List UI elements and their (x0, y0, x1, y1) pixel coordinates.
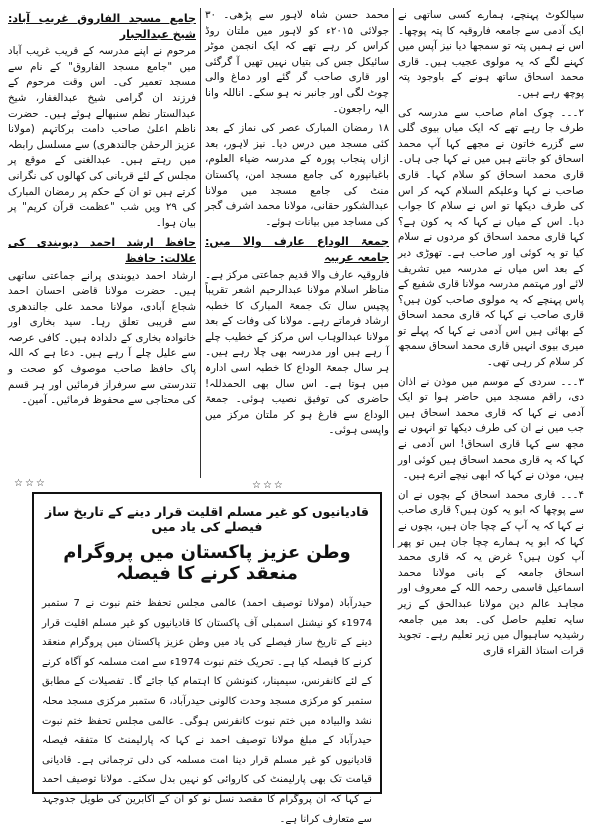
section-separator-stars: ☆☆☆ (252, 480, 285, 491)
column-divider (393, 8, 394, 548)
news-box-body: حیدرآباد (مولانا توصیف احمد) عالمی مجلس تحفظ ختم نبوت نے 7 ستمبر 1974ء کو نیشنل اسمبلی آف پاکستان کا قادیانیوں کو غیر مسلم اقلیت قرار دینے کے تاریخ ساز فیصلے کی یاد میں وطن عزیز پاکستان میں پروگرام منعقد کرنے کا فیصلہ کیا ہے۔ تحریک ختم نبوت 1974ء سے امت مسلمہ کو آگاہ کرنے کے لئے کانفرنس، سیمینار، کنونشن کا اہتمام کیا جائے گا۔ تفصیلات کے مطابق ستمبر کو مرکزی مسجد وحدت کالونی حیدرآباد، 6 ستمبر مرکزی مسجد محلہ نشد والبیادہ میں ختم نبوت کانفرنس ہوگی۔ عالمی مجلس تحفظ ختم نبوت حیدرآباد کے مبلغ مولانا توصیف احمد نے کہا کہ پارلیمنٹ کا متفقہ فیصلہ قادیانیوں کو غیر مسلم قرار دینا امت مسلمہ کی دلی ترجمانی ہے۔ قادیانی قیامت تک بھی پارلیمنٹ کی کاروائی کو نہیں بدل سکتے۔ مولانا توصیف احمد نے کہا کہ ان پروگرام کا مقصد نسل نو کو ان کے اکابرین کی طویل جدوجہد سے متعارف کرانا ہے۔ (42, 598, 373, 825)
paragraph: سیالکوٹ پہنچے، ہمارے کسی ساتھی نے ایک آدمی سے جامعہ فاروقیہ کا پتہ پوچھا۔ اس نے ہمیں پتہ تو سمجھا دیا نیز آپس میں کہنے لگے کہ یہ مولوی عجیب ہیں۔ قاری محمد اسحاق ساتھ ہونے کے باوجود پتہ پوچھ رہے ہیں۔ (398, 9, 584, 99)
paragraph: محمد حسن شاہ لاہور سے پڑھی۔ ۳۰ جولائی ۲۰۱۵ء کو لاہور میں ملتان روڈ کراس کر رہے تھے کہ ایک انجمن موٹر سائیکل جس کی بتیاں نہیں تھیں آ گرگئی اور قاری صاحب گر گئے اور دماغ والی چوٹ لگی اور جانبر نہ ہو سکے۔ اناللہ وانا الیہ راجعون۔ (205, 9, 389, 115)
article-column-right (398, 8, 584, 657)
paragraph: فاروقیہ عارف والا قدیم جماعتی مرکز ہے۔ مناظر اسلام مولانا عبدالرحیم اشعر تقریباً پچیس سال تک جمعۃ المبارک کا خطبہ ارشاد فرماتے رہے۔ مولانا کی وفات کے بعد مولانا عبدالوہاب اس مرکز کے خطیب چلے آ رہے ہیں اور مدرسہ بھی چلا رہے ہیں۔ ہر سال جمعۃ الوداع کا خطبہ اسی ادارہ میں ہوتا ہے۔ اس سال بھی الحمدللہ! حاضری کی توفیق نصیب ہوئی۔ جمعۃ الوداع سے فارغ ہو کر ملتان مرکز میں واپسی ہوئی۔ (205, 268, 389, 437)
paragraph: ۱۸ رمضان المبارک عصر کی نماز کے بعد کئی مسجد میں درس دیا۔ نیز لاہور، بعد ازاں پنجاب پورہ کے مدرسہ ضیاء العلوم، باغبانپورہ کی جامع مسجد امن، پاکستان منٹ کی جامع مسجد میں مولانا عبدالشکور حقانی، مولانا محمد اشرف گجر کی مساجد میں بیانات ہوئے۔ (205, 122, 389, 228)
section-separator-stars: ☆☆☆ (14, 478, 47, 489)
article-column-left (8, 8, 196, 478)
paragraph: ۲۔۔۔ چوک امام صاحب سے مدرسہ کی طرف جا رہے تھے کہ ایک میاں بیوی گلی سے گزرے خاتون نے مجھے کہا آپ محمد اسحاق کو جانتے ہیں میں نے کہا جی ہاں۔ قاری محمد اسحاق کو سلام کہا۔ قاری صاحب نے کہا وعلیکم السلام کہہ کر اس کی طرف دیکھا تو اس نے سلام کا جواب دیا۔ اس کے میاں نے کہا کہ یہ کون ہے؟ کہا قاری محمد اسحاق کو مردوں نے سلام کیا تو یہ کوئی اور صاحب ہے۔ تھوڑی دیر کے بعد اس میاں نے مدرسہ میں تشریف لائے اور مہتمم مدرسہ مولانا قاری شفیع کے پاس پہنچے کہ یہ مولوی صاحب کون ہیں؟ قاری صاحب نے کہا کہ قاری محمد اسحاق کے بھائی ہیں اس آدمی نے کہا کہ پہلے تو میری بیوی انہیں قاری محمد اسحاق سمجھ کر سلام کر رہی تھی۔ (398, 106, 584, 369)
news-box-headline: وطن عزیز پاکستان میں پروگرام منعقد کرنے کا فیصلہ (63, 542, 351, 584)
paragraph: مرحوم نے اپنے مدرسہ کے قریب غریب آباد میں "جامع مسجد الفاروق" کے نام سے مسجد تعمیر کی۔ اس وقت مرحوم کے فرزند ان گرامی شیخ عبدالغفار، شیخ عبدالستار نظم سنبھالے ہوئے ہیں۔ حضرت ناظم اعلیٰ صاحب دامت برکاتہم (مولانا عزیز الرحمٰن جالندھری) سے مسلسل رابطہ میں رہتے ہیں۔ عبدالغنی کے موقع پر مجلس کے لئے قربانی کی کھالوں کی نگرانی کرتے ہیں تو ان کے حکم پر رمضان المبارک کی ۲۹ ویں شب "عظمت قرآن کریم" پر بیان ہوا۔ (8, 45, 196, 229)
section-heading: جمعۃ الوداع عارف والا میں: جامعہ عربیہ (205, 235, 389, 264)
news-box (32, 492, 382, 825)
news-box-kicker: قادیانیوں کو غیر مسلم اقلیت قرار دینے کے تاریخ ساز فیصلے کی یاد میں (45, 504, 369, 534)
article-column-middle (205, 8, 389, 478)
section-heading: حافظ ارشد احمد دیوبندی کی علالت: حافظ (8, 236, 196, 265)
paragraph: ارشاد احمد دیوبندی پرانے جماعتی ساتھی ہیں۔ حضرت مولانا قاضی احسان احمد شجاع آبادی، مولانا محمد علی جالندھری سے قریبی تعلق رہا۔ سید بخاری اور خانوادہ بخاری کے دلدادہ ہیں۔ کافی عرصہ سے علیل چلے آ رہے ہیں۔ دعا ہے کہ اللہ پاک حافظ صاحب موصوف کو صحت و تندرستی سے سرفراز فرمائیں اور ہر قسم کی محتاجی سے محفوظ فرمائیں۔ آمین۔ (8, 269, 196, 407)
section-heading: جامع مسجد الفاروق غریب آباد: شیخ عبدالجبار (8, 12, 196, 41)
paragraph: ۳۔۔۔ سردی کے موسم میں موذن نے اذان دی، راقم مسجد میں حاضر ہوا تو ایک آدمی نے کہا کہ قاری محمد اسحاق ہیں جب میں نے ان کی طرف دیکھا تو انہوں نے مجھ سے کہا قاری اسحاق! اس آدمی نے کہا کہ یہ قاری محمد اسحاق ہیں کوئی اور ہیں، موذن نے کہا کہ ابھی نیچے اترے ہیں۔ (398, 375, 584, 482)
column-divider (200, 8, 201, 478)
paragraph: ۴۔۔۔ قاری محمد اسحاق کے بچوں نے ان سے پوچھا کہ ابو یہ کون ہیں؟ قاری صاحب نے کہا کہ یہ آپ کے چچا جان ہیں، بچوں نے کہا کہ ابو یہ ہمارے چچا جان ہیں تو پھر آپ کون ہیں؟ غرض یہ کہ قاری محمد اسحاق جامعہ کے بانی مولانا محمد اسماعیل قاسمی رحمہ اللہ کے معروف اور مجاہد عالم دین مولانا عبدالحق کے زیر سایہ تعلیم حاصل کی۔ بعد میں جامعہ رشیدیہ ساہیوال میں زیر تعلیم رہے۔ تجوید قرات استاذ القراء قاری (398, 488, 584, 657)
